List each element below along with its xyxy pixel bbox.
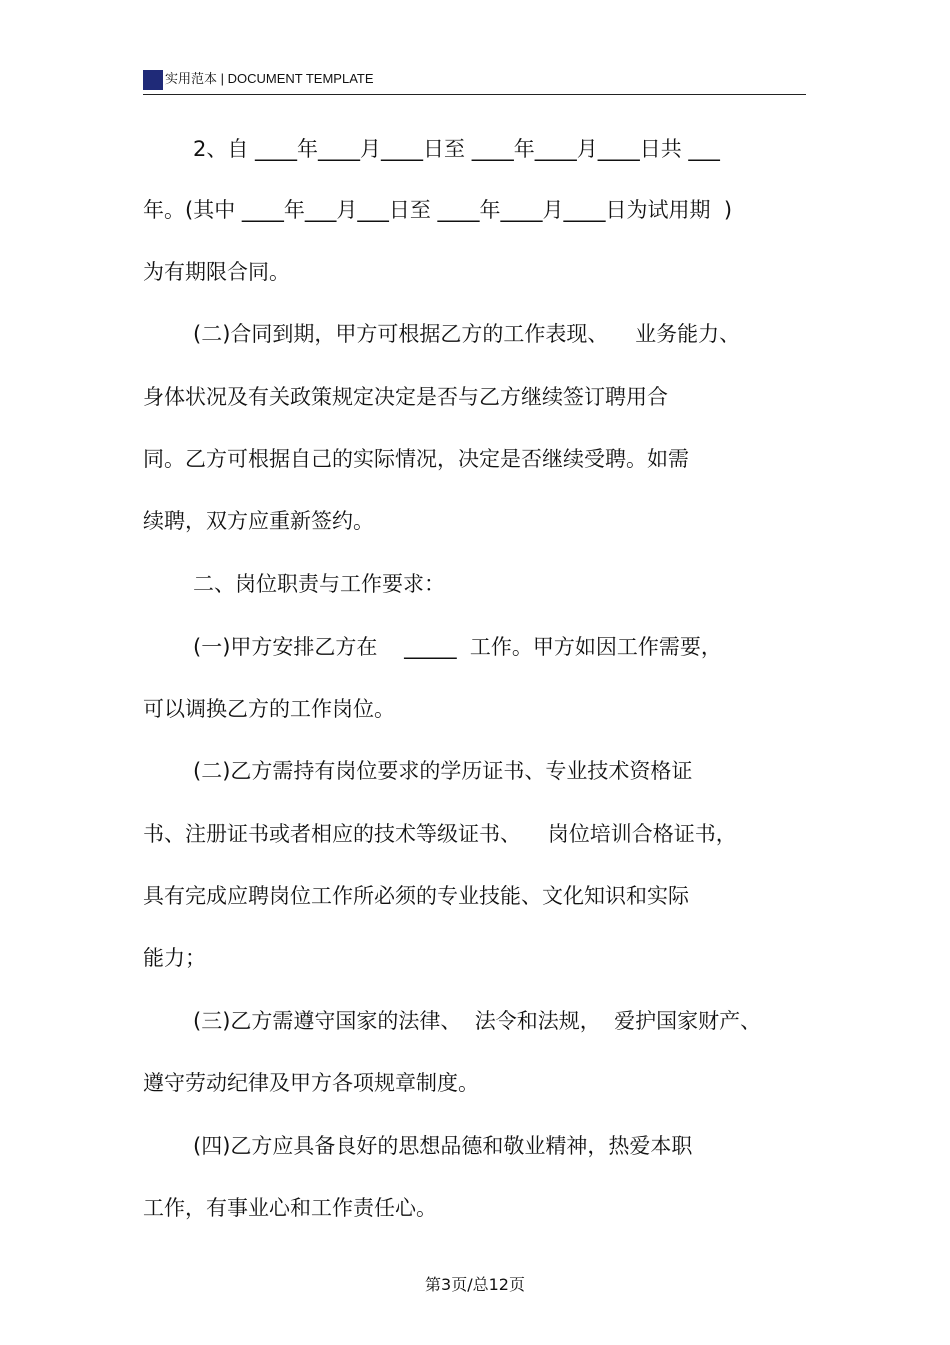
- paragraph-line: 工作，有事业心和工作责任心。: [143, 1196, 437, 1220]
- paragraph-line: 遵守劳动纪律及甲方各项规章制度。: [143, 1071, 479, 1095]
- paragraph-line: (二)合同到期，甲方可根据乙方的工作表现、 业务能力、: [193, 322, 741, 346]
- paragraph-line: 年。(其中 ____年___月___日至 ____年____月____日为试用期 ): [143, 198, 733, 222]
- paragraph-line: (二)乙方需持有岗位要求的学历证书、专业技术资格证: [193, 759, 693, 783]
- paragraph-line: 同。乙方可根据自己的实际情况，决定是否继续受聘。如需: [143, 447, 689, 471]
- paragraph-line: 可以调换乙方的工作岗位。: [143, 697, 395, 721]
- paragraph-line: 具有完成应聘岗位工作所必须的专业技能、文化知识和实际: [143, 884, 689, 908]
- paragraph-line: 身体状况及有关政策规定决定是否与乙方继续签订聘用合: [143, 385, 668, 409]
- paragraph-line: 续聘，双方应重新签约。: [143, 509, 374, 533]
- page-number: 第3页/总12页: [425, 1275, 525, 1294]
- paragraph-line: 书、注册证书或者相应的技术等级证书、 岗位培训合格证书，: [143, 822, 737, 846]
- paragraph-line: (一)甲方安排乙方在 _____ 工作。甲方如因工作需要，: [193, 635, 722, 659]
- section-heading: 二、岗位职责与工作要求：: [193, 572, 445, 596]
- paragraph-line: (三)乙方需遵守国家的法律、 法令和法规， 爱护国家财产、: [193, 1009, 762, 1033]
- paragraph-line: 为有期限合同。: [143, 260, 290, 284]
- header-title: 实用范本 | DOCUMENT TEMPLATE: [165, 71, 374, 86]
- paragraph-line: 2、自 ____年____月____日至 ____年____月____日共 ___: [193, 137, 720, 161]
- paragraph-line: (四)乙方应具备良好的思想品德和敬业精神，热爱本职: [193, 1134, 693, 1158]
- template-logo-icon: [143, 70, 163, 90]
- page-header: [143, 68, 806, 95]
- paragraph-line: 能力；: [143, 946, 206, 970]
